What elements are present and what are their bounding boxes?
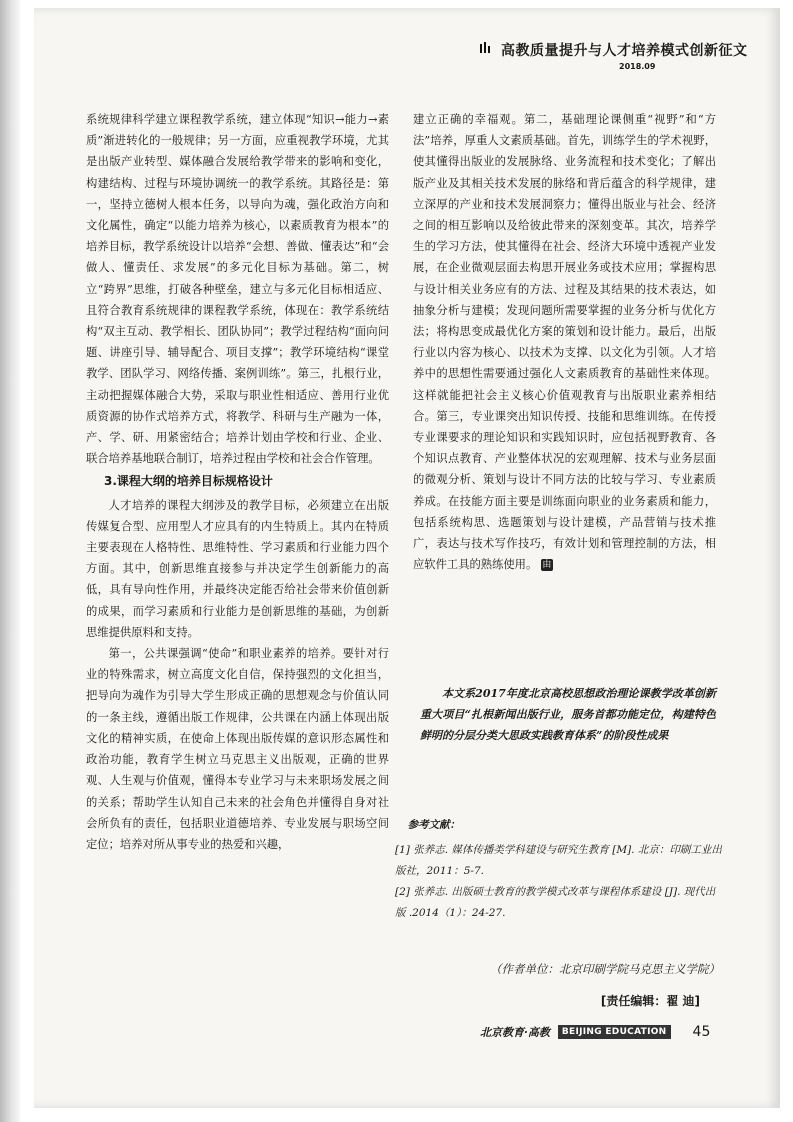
reference-item-1: [1] 张养志. 媒体传播类学科建设与研究生教育 [M]. 北京：印刷工业出版社，2011：5-7. [395, 844, 722, 877]
right-column [413, 109, 716, 575]
left-paragraph-1: 系统规律科学建立课程教学系统，建立体现“知识→能力→素质”渐进转化的一般规律；另一方面，应重视教学环境，尤其是出版产业转型、媒体融合发展给教学带来的影响和变化，构建结构、过程与环境协调统一的教学系统。其路径是：第一，坚持立德树人根本任务，以导向为魂，强化政治方向和文化属性，确定“以能力培养为核心，以素质教育为根本”的培养目标，教学系统设计以培养“会想、善做、懂表达”和“会做人、懂责任、求发展”的多元化目标为基础。第二，树立“跨界”思维，打破各种壁垒，建立与多元化目标相适应、且符合教育系统规律的课程教学系统，体现在：教学系统结构“双主互动、教学相长、团队协同”；教学过程结构“面向问题、讲座引导、辅导配合、项目支撑”；教学环境结构“课堂教学、团队学习、网络传播、案例训练”。第三，扎根行业，主动把握媒体融合大势，采取与职业性相适应、善用行业优质资源的协作式培养方式，将教学、科研与生产融为一体，产、学、研、用紧密结合；培养计划由学校和行业、企业、联合培养基地联合制订，培养过程由学校和社会合作管理。 [86, 113, 389, 466]
fund-note [420, 683, 716, 746]
footer-brand: 北京教育·高教 [480, 1026, 550, 1039]
responsible-editor: [责任编辑：翟 迪] [600, 994, 700, 1008]
fund-note-text: 本文系2017年度北京高校思想政治理论课教学改革创新重大项目“扎根新闻出版行业，服务首都功能定位，构建特色鲜明的分层分类大思政实践教育体系”的阶段性成果 [420, 687, 716, 742]
footer-badge: BEIJING EDUCATION [558, 1025, 671, 1039]
page-spine-shadow [0, 0, 20, 1122]
left-paragraph-2: 人才培养的课程大纲涉及的教学目标，必须建立在出版传媒复合型、应用型人才应具有的内生特质上。其内在特质主要表现在人格特性、思维特性、学习素质和行业能力四个方面。其中，创新思维直接参与并决定学生创新能力的高低，具有导向性作用，并最终决定能否给社会带来价值创新的成果，而学习素质和行业能力是创新思维的基础，为创新思维提供原料和支持。 [86, 498, 389, 639]
article-end-icon: 由 [542, 560, 552, 571]
right-paragraph-1 [413, 109, 716, 575]
header-date: 2018.09 [619, 62, 656, 71]
references [395, 815, 725, 924]
left-paragraph-3: 第一，公共课强调“使命”和职业素养的培养。要针对行业的特殊需求，树立高度文化自信，保持强烈的文化担当，把导向为魂作为引导大学生形成正确的思想观念与价值认同的一条主线，遵循出版工作规律，公共课在内涵上体现出版文化的精神实质，在使命上体现出版传媒的意识形态属性和政治功能，教育学生树立马克思主义出版观，正确的世界观、人生观与价值观，懂得本专业学习与未来职场发展之间的关系；帮助学生认知自己未来的社会角色并懂得自身对社会所负有的责任，包括职业道德培养、专业发展与职场空间定位；培养对所从事专业的热爱和兴趣， [86, 647, 389, 851]
right-paragraph-text: 建立正确的幸福观。第二，基础理论课侧重“视野”和“方法”培养，厚重人文素质基础。首先，训练学生的学术视野，使其懂得出版业的发展脉络、业务流程和技术变化；了解出版产业及其相关技术发展的脉络和背后蕴含的科学规律，建立深厚的产业和技术发展洞察力；懂得出版业与社会、经济之间的相互影响以及给彼此带来的深刻变革。其次，培养学生的学习方法，使其懂得在社会、经济大环境中透视产业发展，在企业微观层面去构思开展业务或技术应用；掌握构思与设计相关业务应有的方法、过程及其结果的技术表达，如抽象分析与建模；发现问题所需要掌握的业务分析与优化方法；将构思变成最优化方案的策划和设计能力。最后，出版行业以内容为核心、以技术为支撑、以文化为引领。人才培养中的思想性需要通过强化人文素质教育的基础性来体现。这样就能把社会主义核心价值观教育与出版职业素养相结合。第三，专业课突出知识传授、技能和思维训练。在传授专业课要求的理论知识和实践知识时，应包括视野教育、各个知识点教育、产业整体状况的宏观理解、技术与业务层面的微观分析、策划与设计不同方法的比较与学习、专业素质养成。在技能方面主要是训练面向职业的业务素质和能力，包括系统构思、选题策划与设计建模，产品营销与技术推广，表达与技术写作技巧，有效计划和管理控制的方法，相应软件工具的熟练使用。 [413, 113, 716, 572]
reference-item-2: [2] 张养志. 出版硕士教育的教学模式改革与课程体系建设 [J]. 现代出版 .2014（1）：24-27. [395, 886, 716, 919]
references-title: 参考文献： [407, 819, 461, 831]
left-column [86, 109, 389, 855]
page-number: 45 [692, 1024, 711, 1040]
section-heading: 3.课程大纲的培养目标规格设计 [104, 474, 273, 489]
page-footer [480, 1024, 710, 1040]
journal-logo-icon [477, 40, 493, 56]
author-unit: （作者单位：北京印刷学院马克思主义学院） [490, 962, 720, 976]
header-title: 高教质量提升与人才培养模式创新征文 [501, 43, 748, 59]
